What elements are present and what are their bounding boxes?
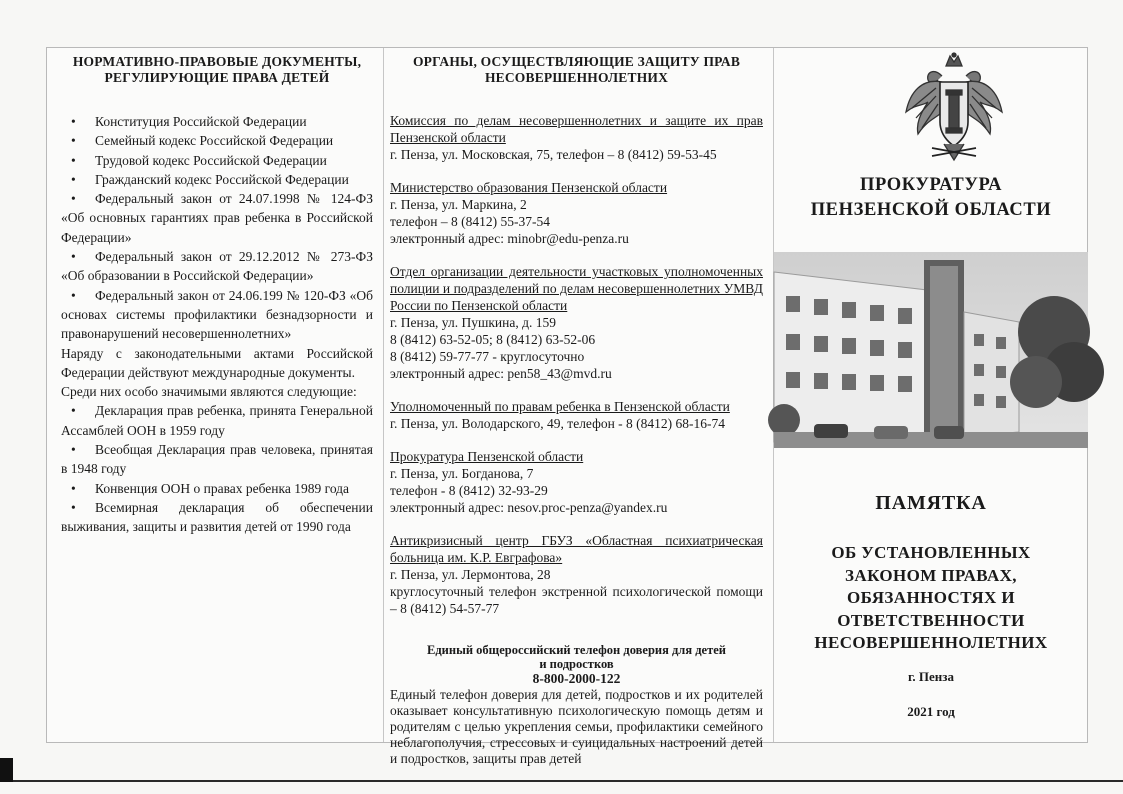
year-label: 2021 год	[907, 704, 955, 719]
organization-entry	[390, 179, 763, 247]
legal-document-item	[61, 170, 373, 189]
organization-contact-line: г. Пенза, ул. Московская, 75, телефон – 8 (8412) 59-53-45	[390, 147, 717, 162]
legal-document-item	[61, 344, 373, 383]
leaflet-sheet	[46, 47, 1088, 766]
organization-contact-line: г. Пенза, ул. Маркина, 2	[390, 197, 527, 212]
organization-contact-line: электронный адрес: pen58_43@mvd.ru	[390, 366, 612, 381]
legal-document-item	[61, 112, 373, 131]
organization-entry	[390, 263, 763, 382]
legal-document-item	[61, 498, 373, 537]
organization-name: Уполномоченный по правам ребенка в Пензенской области	[390, 399, 730, 414]
organization-contact-line: круглосуточный телефон экстренной психологической помощи – 8 (8412) 54-57-77	[390, 584, 763, 616]
organization-contact-line: 8 (8412) 63-52-05; 8 (8412) 63-52-06	[390, 332, 596, 347]
bullet-icon: •	[71, 171, 76, 187]
trust-line-description: Единый телефон доверия для детей, подростков и их родителей оказывает консультативную психологическую помощь детям и родителям с целью укрепления семьи, профилактики семейного неблагополучия, стрессовых и суицидальных настроений детей и подростков, защиты прав детей	[390, 687, 763, 766]
bullet-icon: •	[71, 480, 76, 496]
memo-title: ПАМЯТКА	[875, 492, 987, 514]
organization-entry	[390, 532, 763, 617]
legal-document-text: Всеобщая Декларация прав человека, принятая в 1948 году	[61, 442, 373, 477]
legal-document-item	[61, 286, 373, 344]
bullet-icon: •	[71, 191, 76, 207]
bullet-icon: •	[71, 114, 76, 129]
legal-document-item	[61, 382, 373, 401]
legal-documents-list	[61, 112, 373, 537]
organization-contact-line: г. Пенза, ул. Пушкина, д. 159	[390, 315, 556, 330]
protection-bodies-heading: ОРГАНЫ, ОСУЩЕСТВЛЯЮЩИЕ ЗАЩИТУ ПРАВ НЕСОВЕРШЕННОЛЕТНИХ	[412, 54, 741, 85]
organization-entry	[390, 112, 763, 163]
legal-document-item	[61, 479, 373, 498]
legal-document-text: Федеральный закон от 24.06.199 № 120-ФЗ «Об основах системы профилактики безнадзорности и правонарушений несовершеннолетних»	[61, 287, 373, 342]
legal-document-item	[61, 401, 373, 440]
legal-document-text: Среди них особо значимыми являются следующие:	[61, 384, 357, 400]
legal-document-item	[61, 131, 373, 150]
organization-contact-line: г. Пенза, ул. Володарского, 49, телефон - 8 (8412) 68-16-74	[390, 416, 726, 431]
organization-entry	[390, 448, 763, 516]
bullet-icon: •	[71, 249, 76, 265]
organization-name: Отдел организации деятельности участковых уполномоченных полиции и подразделений по делам несовершеннолетних УМВД России по Пензенской области	[390, 264, 763, 313]
cover-column	[773, 48, 1087, 742]
scan-bottom-edge	[13, 780, 1123, 782]
legal-document-text: Гражданский кодекс Российской Федерации	[95, 171, 349, 187]
organization-entry	[390, 398, 763, 432]
agency-title: ПРОКУРАТУРА ПЕНЗЕНСКОЙ ОБЛАСТИ	[810, 175, 1052, 220]
city-label: г. Пенза	[907, 669, 955, 684]
trust-line-phone: 8-800-2000-122	[532, 671, 621, 686]
organization-name: Антикризисный центр ГБУЗ «Областная психиатрическая больница им. К.Р. Евграфова»	[390, 533, 763, 565]
legal-document-item	[61, 247, 373, 286]
bullet-icon: •	[71, 287, 76, 303]
legal-document-text: Трудовой кодекс Российской Федерации	[95, 152, 327, 168]
legal-document-item	[61, 189, 373, 247]
organization-contact-line: г. Пенза, ул. Богданова, 7	[390, 466, 534, 481]
legal-document-text: Конституция Российской Федерации	[95, 114, 307, 129]
legal-document-text: Конвенция ООН о правах ребенка 1989 года	[95, 480, 350, 496]
bullet-icon: •	[71, 499, 76, 515]
legal-document-text: Всемирная декларация об обеспечении выживания, защиты и развития детей от 1990 года	[61, 499, 373, 535]
trust-line-block	[390, 643, 763, 767]
organizations-list	[390, 112, 763, 617]
bullet-icon: •	[71, 403, 76, 419]
legal-document-item	[61, 151, 373, 170]
organization-contact-line: электронный адрес: nesov.proc-penza@yandex.ru	[390, 500, 668, 515]
organization-contact-line: телефон - 8 (8412) 32-93-29	[390, 483, 548, 498]
building-photo	[774, 252, 1088, 448]
legal-document-text: Федеральный закон от 24.07.1998 № 124-ФЗ «Об основных гарантиях прав ребенка в Российской Федерации»	[61, 191, 373, 245]
legal-document-item	[61, 440, 373, 479]
legal-document-text: Декларация прав ребенка, принята Генеральной Ассамблей ООН в 1959 году	[61, 403, 373, 438]
organization-name: Министерство образования Пензенской области	[390, 180, 668, 195]
bullet-icon: •	[71, 152, 76, 168]
bullet-icon: •	[71, 133, 76, 149]
organization-contact-line: 8 (8412) 59-77-77 - круглосуточно	[390, 349, 585, 364]
bullet-icon: •	[71, 442, 76, 458]
prosecutor-emblem-icon	[902, 52, 1006, 164]
organization-contact-line: г. Пенза, ул. Лермонтова, 28	[390, 567, 551, 582]
memo-subject: ОБ УСТАНОВЛЕННЫХ ЗАКОНОМ ПРАВАХ, ОБЯЗАННОСТЯХ И ОТВЕТСТВЕННОСТИ НЕСОВЕРШЕННОЛЕТНИХ	[814, 543, 1048, 652]
legal-documents-column	[47, 48, 383, 742]
organization-contact-line: телефон – 8 (8412) 55-37-54	[390, 214, 550, 229]
organization-contact-line: электронный адрес: minobr@edu-penza.ru	[390, 231, 629, 246]
legal-document-text: Наряду с законодательными актами Российской Федерации действуют международные документы.	[61, 345, 373, 380]
legal-document-text: Федеральный закон от 29.12.2012 № 273-ФЗ «Об образовании в Российской Федерации»	[61, 249, 373, 284]
legal-document-text: Семейный кодекс Российской Федерации	[95, 133, 334, 149]
scan-edge-mark	[0, 758, 13, 782]
trust-line-title: Единый общероссийский телефон доверия для детей и подростков	[427, 643, 726, 671]
organization-name: Прокуратура Пензенской области	[390, 449, 584, 464]
organization-name: Комиссия по делам несовершеннолетних и защите их прав Пензенской области	[390, 113, 763, 145]
protection-bodies-column	[383, 48, 773, 766]
legal-documents-heading: НОРМАТИВНО-ПРАВОВЫЕ ДОКУМЕНТЫ, РЕГУЛИРУЮЩИЕ ПРАВА ДЕТЕЙ	[72, 54, 362, 85]
